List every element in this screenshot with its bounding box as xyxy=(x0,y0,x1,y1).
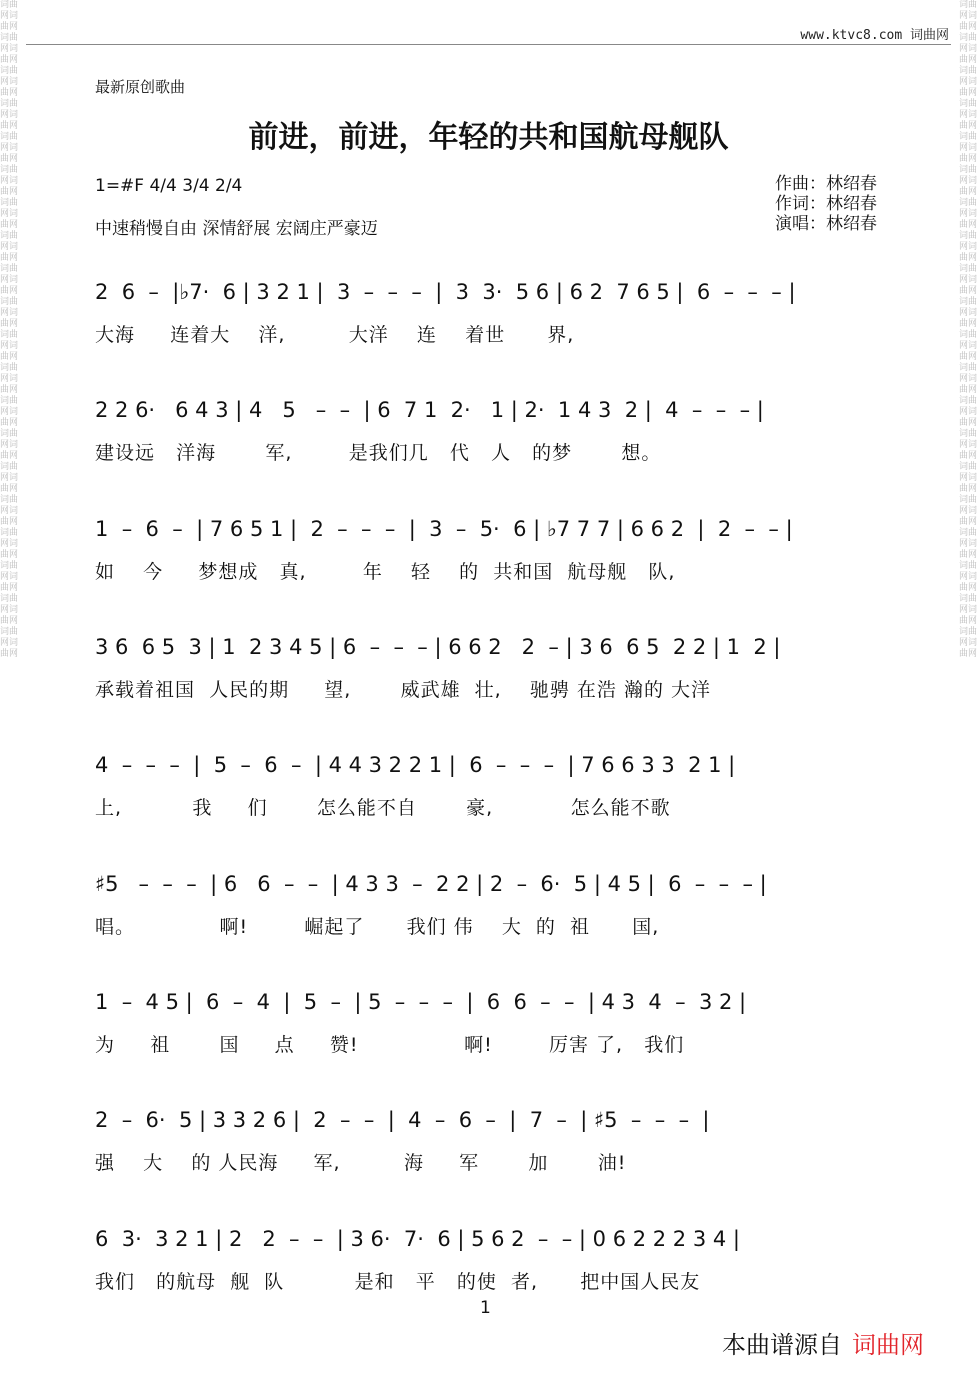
notation-line: 2 6 – |♭7· 6 | 3 2 1 | 3 – – – | 3 3· 5 6 | 6 2 7 6 5 | 6 – – – | xyxy=(95,280,796,304)
notation-line: 3 6 6 5 3 | 1 2 3 4 5 | 6 – – – | 6 6 2 2 – | 3 6 6 5 2 2 | 1 2 | xyxy=(95,635,781,659)
site-url[interactable]: www.ktvc8.com 词曲网 xyxy=(800,28,949,43)
notation-line: 4 – – – | 5 – 6 – | 4 4 3 2 2 1 | 6 – – – | 7 6 6 3 3 2 1 | xyxy=(95,753,736,777)
notation-line: 1 – 6 – | 7 6 5 1 | 2 – – – | 3 – 5· 6 | ♭7 7 7 | 6 6 2 | 2 – – | xyxy=(95,517,793,541)
lyric-line: 建设远 洋海 军, 是我们几 代 人 的梦 想。 xyxy=(95,442,662,464)
watermark-left: 词曲网词曲网词曲网词曲网词曲网词曲网词曲网词曲网词曲网词曲网词曲网词曲网词曲网词曲网词曲网词曲网词曲网词曲网词曲网词曲网词曲网词曲网词曲网词曲网词曲网词曲网词曲网词曲网词曲网词曲网词曲网词曲网词曲网词曲网词曲网词曲网词曲网词曲网词曲网词曲网 xyxy=(0,0,18,659)
notation-line: 6 3· 3 2 1 | 2 2 – – | 3 6· 7· 6 | 5 6 2 – – | 0 6 2 2 2 3 4 | xyxy=(95,1227,740,1251)
source-text: 本曲谱源自 xyxy=(722,1331,842,1359)
lyric-line: 上, 我 们 怎么能不自 豪, 怎么能不歌 xyxy=(95,797,671,819)
notation-line: 2 2 6· 6 4 3 | 4 5 – – | 6 7 1 2· 1 | 2· 1 4 3 2 | 4 – – – | xyxy=(95,398,764,422)
lyric-line: 大海 连着大 洋, 大洋 连 着世 界, xyxy=(95,324,575,346)
source-brand-link[interactable]: 词曲网 xyxy=(852,1331,924,1359)
song-category: 最新原创歌曲 xyxy=(95,78,186,96)
song-title: 前进，前进，年轻的共和国航母舰队 xyxy=(248,120,729,155)
watermark-right: 词曲网词曲网词曲网词曲网词曲网词曲网词曲网词曲网词曲网词曲网词曲网词曲网词曲网词曲网词曲网词曲网词曲网词曲网词曲网词曲网词曲网词曲网词曲网词曲网词曲网词曲网词曲网词曲网词曲网词曲网词曲网词曲网词曲网词曲网词曲网词曲网词曲网词曲网词曲网词曲网 xyxy=(959,0,977,659)
notation-line: 1 – 4 5 | 6 – 4 | 5 – | 5 – – – | 6 6 – – | 4 3 4 – 3 2 | xyxy=(95,990,747,1014)
singer: 演唱：林绍春 xyxy=(775,214,877,234)
page-number: 1 xyxy=(480,1298,491,1318)
lyric-line: 强 大 的 人民海 军, 海 军 加 油! xyxy=(95,1152,627,1174)
lyric-line: 如 今 梦想成 真, 年 轻 的 共和国 航母舰 队, xyxy=(95,561,676,583)
lyric-line: 为 祖 国 点 赞! 啊! 厉害 了, 我们 xyxy=(95,1034,685,1056)
lyricist: 作词：林绍春 xyxy=(775,194,877,214)
credits xyxy=(775,174,877,234)
key-signature: 1=#F 4/4 3/4 2/4 xyxy=(95,176,243,196)
notation-line: 2 – 6· 5 | 3 3 2 6 | 2 – – | 4 – 6 – | 7 – | ♯5 – – – | xyxy=(95,1108,710,1132)
composer: 作曲：林绍春 xyxy=(775,174,877,194)
lyric-line: 我们 的航母 舰 队 是和 平 的使 者, 把中国人民友 xyxy=(95,1271,701,1293)
lyric-line: 唱。 啊! 崛起了 我们 伟 大 的 祖 国, xyxy=(95,916,660,938)
notation-line: ♯5 – – – | 6 6 – – | 4 3 3 – 2 2 | 2 – 6· 5 | 4 5 | 6 – – – | xyxy=(95,872,767,896)
source-credit xyxy=(722,1325,924,1360)
tempo-marking: 中速稍慢自由 深情舒展 宏阔庄严豪迈 xyxy=(95,219,378,239)
lyric-line: 承载着祖国 人民的期 望, 威武雄 壮, 驰骋 在浩 瀚的 大洋 xyxy=(95,679,711,701)
header-divider xyxy=(26,44,951,45)
